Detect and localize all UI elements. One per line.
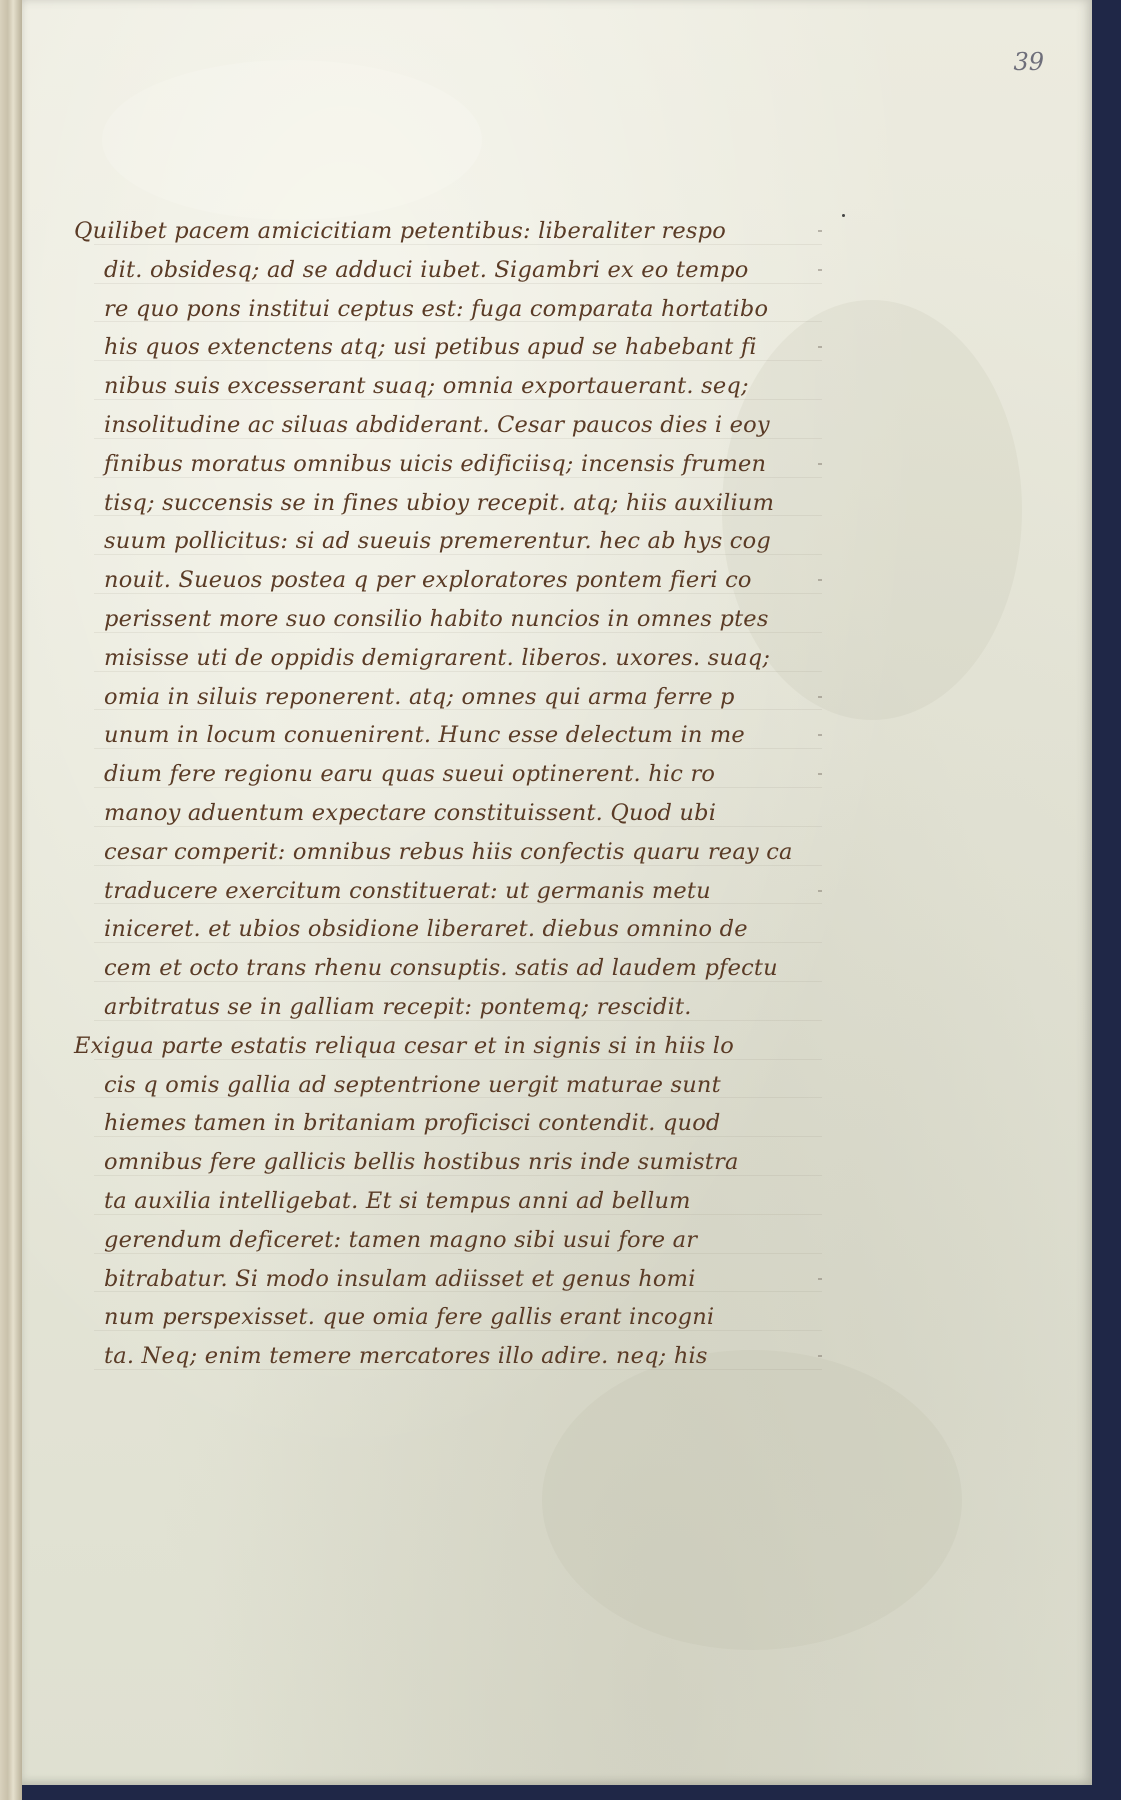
manuscript-line: omia in siluis reponerent. atq; omnes qui arma ferre p	[52, 678, 822, 717]
manuscript-line: ta. Neq; enim temere mercatores illo adire. neq; his	[52, 1337, 822, 1376]
manuscript-line: Quilibet pacem amicicitiam petentibus: liberaliter respo	[52, 212, 822, 251]
manuscript-page	[22, 0, 1092, 1785]
manuscript-line: perissent more suo consilio habito nuncios in omnes ptes	[52, 600, 822, 639]
text-column	[52, 212, 822, 1376]
manuscript-line: num perspexisset. que omia fere gallis erant incogni	[52, 1298, 822, 1337]
manuscript-line: cem et octo trans rhenu consuptis. satis ad laudem pfectu	[52, 949, 822, 988]
manuscript-line: gerendum deficeret: tamen magno sibi usui fore ar	[52, 1221, 822, 1260]
manuscript-line: nouit. Sueuos postea q per exploratores pontem fieri co	[52, 561, 822, 600]
manuscript-line: omnibus fere gallicis bellis hostibus nris inde sumistra	[52, 1143, 822, 1182]
manuscript-line: unum in locum conuenirent. Hunc esse delectum in me	[52, 716, 822, 755]
parchment-stain	[542, 1350, 962, 1650]
ink-dot	[842, 214, 845, 217]
manuscript-line: re quo pons institui ceptus est: fuga comparata hortatibo	[52, 290, 822, 329]
manuscript-line: misisse uti de oppidis demigrarent. liberos. uxores. suaq;	[52, 639, 822, 678]
manuscript-line: cis q omis gallia ad septentrione uergit maturae sunt	[52, 1066, 822, 1105]
manuscript-line: finibus moratus omnibus uicis edificiisq; incensis frumen	[52, 445, 822, 484]
parchment-highlight	[102, 60, 482, 220]
manuscript-line: arbitratus se in galliam recepit: pontemq; rescidit.	[52, 988, 822, 1027]
manuscript-line: Exigua parte estatis reliqua cesar et in signis si in hiis lo	[52, 1027, 822, 1066]
manuscript-line: nibus suis excesserant suaq; omnia exportauerant. seq;	[52, 367, 822, 406]
manuscript-line: hiemes tamen in britaniam proficisci contendit. quod	[52, 1104, 822, 1143]
folio-number: 39	[1013, 48, 1044, 76]
manuscript-line: suum pollicitus: si ad sueuis premerentur. hec ab hys cog	[52, 522, 822, 561]
manuscript-line: dit. obsidesq; ad se adduci iubet. Sigambri ex eo tempo	[52, 251, 822, 290]
manuscript-line: ta auxilia intelligebat. Et si tempus anni ad bellum	[52, 1182, 822, 1221]
manuscript-line: insolitudine ac siluas abdiderant. Cesar paucos dies i eoy	[52, 406, 822, 445]
manuscript-line: tisq; succensis se in fines ubioy recepit. atq; hiis auxilium	[52, 484, 822, 523]
manuscript-line: manoy aduentum expectare constituissent. Quod ubi	[52, 794, 822, 833]
manuscript-line: traducere exercitum constituerat: ut germanis metu	[52, 872, 822, 911]
page-edges	[0, 0, 22, 1800]
manuscript-line: dium fere regionu earu quas sueui optinerent. hic ro	[52, 755, 822, 794]
manuscript-line: iniceret. et ubios obsidione liberaret. diebus omnino de	[52, 910, 822, 949]
manuscript-line: bitrabatur. Si modo insulam adiisset et genus homi	[52, 1260, 822, 1299]
manuscript-line: cesar comperit: omnibus rebus hiis confectis quaru reay ca	[52, 833, 822, 872]
manuscript-line: his quos extenctens atq; usi petibus apud se habebant fi	[52, 328, 822, 367]
